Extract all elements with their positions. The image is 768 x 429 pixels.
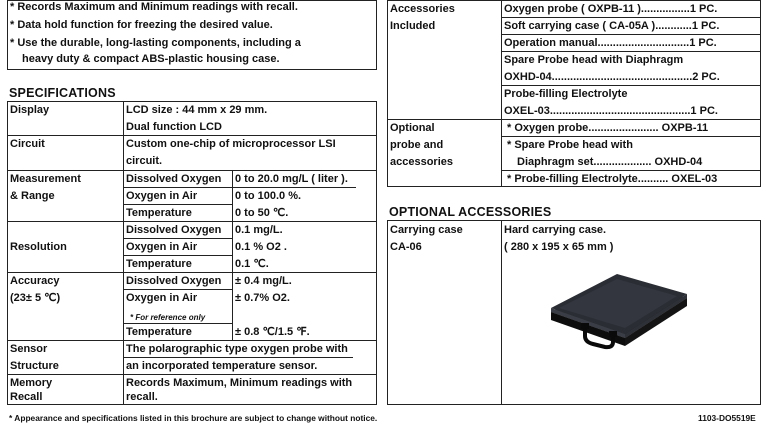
- label-probe-and: probe and: [390, 139, 444, 151]
- meas-air-value: 0 to 100.0 %.: [235, 190, 302, 202]
- acc-reference-note: * For reference only: [130, 313, 206, 322]
- value-display-1: LCD size : 44 mm x 29 mm.: [126, 104, 268, 116]
- accessory-item-1: Oxygen probe ( OXPB-11 )................1 PC.: [504, 3, 718, 15]
- acc-do-label: Dissolved Oxygen: [126, 275, 222, 287]
- label-carrying-case: Carrying case: [390, 224, 463, 236]
- label-included: Included: [390, 20, 436, 32]
- label-memory: Memory: [10, 377, 53, 389]
- accessory-item-2: Soft carrying case ( CA-05A )............1 PC.: [504, 20, 720, 32]
- acc-temp-label: Temperature: [126, 326, 192, 338]
- label-range: & Range: [10, 190, 55, 202]
- value-sensor-1: The polarographic type oxygen probe with: [126, 343, 348, 355]
- feature-1: * Records Maximum and Minimum readings with recall.: [10, 1, 298, 13]
- optional-item-1: * Oxygen probe....................... OXPB-11: [507, 122, 709, 134]
- label-resolution: Resolution: [10, 241, 67, 253]
- res-temp-label: Temperature: [126, 258, 192, 270]
- feature-3-cont: heavy duty & compact ABS-plastic housing case.: [22, 53, 280, 65]
- res-air-value: 0.1 % O2 .: [235, 241, 287, 253]
- res-do-label: Dissolved Oxygen: [126, 224, 222, 236]
- value-circuit-1: Custom one-chip of microprocessor LSI: [126, 138, 336, 150]
- value-memory-2: recall.: [126, 391, 158, 403]
- feature-3: * Use the durable, long-lasting components, including a: [10, 37, 301, 49]
- value-case-dimensions: ( 280 x 195 x 65 mm ): [504, 241, 614, 253]
- label-accessories-optional: accessories: [390, 156, 453, 168]
- label-measurement: Measurement: [10, 173, 81, 185]
- accessory-item-7: OXEL-03..............................................1 PC.: [504, 105, 718, 117]
- accessory-item-4: Spare Probe head with Diaphragm: [504, 54, 684, 66]
- res-do-value: 0.1 mg/L.: [235, 224, 283, 236]
- value-circuit-2: circuit.: [126, 155, 163, 167]
- meas-air-label: Oxygen in Air: [126, 190, 198, 202]
- label-accessories: Accessories: [390, 3, 455, 15]
- label-ca-06: CA-06: [390, 241, 422, 253]
- res-air-label: Oxygen in Air: [126, 241, 198, 253]
- acc-do-value: ± 0.4 mg/L.: [235, 275, 292, 287]
- specifications-heading: SPECIFICATIONS: [9, 86, 116, 100]
- label-accuracy-condition: (23± 5 ℃): [10, 292, 61, 304]
- meas-do-value: 0 to 20.0 mg/L ( liter ).: [235, 173, 348, 185]
- label-circuit: Circuit: [10, 138, 45, 150]
- optional-item-4: * Probe-filling Electrolyte.......... OXEL-03: [507, 173, 718, 185]
- acc-air-value: ± 0.7% O2.: [235, 292, 290, 304]
- meas-temp-value: 0 to 50 ℃.: [235, 207, 289, 219]
- optional-item-3: Diaphragm set................... OXHD-04: [517, 156, 703, 168]
- accessory-item-6: Probe-filling Electrolyte: [504, 88, 628, 100]
- label-recall: Recall: [10, 391, 43, 403]
- accessory-item-5: OXHD-04..............................................2 PC.: [504, 71, 720, 83]
- meas-do-label: Dissolved Oxygen: [126, 173, 222, 185]
- label-structure: Structure: [10, 360, 59, 372]
- value-memory-1: Records Maximum, Minimum readings with: [126, 377, 353, 389]
- label-optional: Optional: [390, 122, 435, 134]
- res-temp-value: 0.1 ℃.: [235, 258, 269, 270]
- label-display: Display: [10, 104, 50, 116]
- optional-accessories-heading: OPTIONAL ACCESSORIES: [389, 205, 552, 219]
- label-accuracy: Accuracy: [10, 275, 60, 287]
- carrying-case-image: [545, 268, 695, 363]
- value-sensor-2: an incorporated temperature sensor.: [126, 360, 318, 372]
- accessory-item-3: Operation manual..............................1 PC.: [504, 37, 717, 49]
- document-code: 1103-DO5519E: [698, 413, 756, 423]
- footer-note: * Appearance and specifications listed in this brochure are subject to change without notice.: [9, 413, 378, 423]
- acc-temp-value: ± 0.8 ℃/1.5 ℉.: [235, 326, 310, 338]
- label-sensor: Sensor: [10, 343, 48, 355]
- value-hard-case: Hard carrying case.: [504, 224, 607, 236]
- feature-2: * Data hold function for freezing the desired value.: [10, 19, 273, 31]
- optional-item-2: * Spare Probe head with: [507, 139, 633, 151]
- meas-temp-label: Temperature: [126, 207, 192, 219]
- value-display-2: Dual function LCD: [126, 121, 222, 133]
- acc-air-label: Oxygen in Air: [126, 292, 198, 304]
